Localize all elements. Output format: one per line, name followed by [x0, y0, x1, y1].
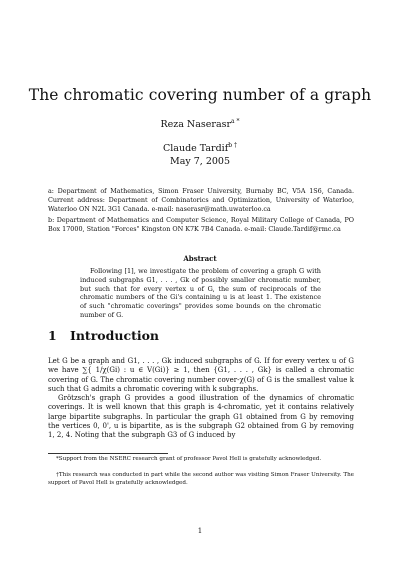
- footnote-2: †This research was conducted in part while the second author was visiting Simon Fraser University. The support of Pavol Hell is gratefully acknowledged.: [48, 472, 354, 486]
- section-title: Introduction: [70, 328, 160, 343]
- affiliation-b: b: Department of Mathematics and Computer Science, Royal Military College of Canada, PO Box 17000, Station "Forces" Kingston ON K7K 7B4 Canada. e-mail: Claude.Tardif@rmc.ca: [48, 216, 354, 233]
- paper-title: The chromatic covering number of a graph: [28, 86, 372, 104]
- abstract-text: Following [1], we investigate the problem of covering a graph G with induced subgraphs G1, . . . , Gk of possibly smaller chromatic number, but such that for every vertex u of G, the sum of reciprocals of the chromatic numbers of the Gi's containing u is at least 1. The existence of such "chromatic coverings" provides some bounds on the chromatic number of G.: [80, 267, 321, 319]
- footnote-rule: [48, 453, 168, 454]
- author-2: [0, 142, 400, 154]
- section-heading: [48, 328, 159, 343]
- author-2-name: Claude Tardif: [162, 143, 229, 155]
- intro-paragraph-2: Grötzsch's graph G provides a good illustration of the dynamics of chromatic coverings. It is well known that this graph is 4-chromatic, yet it contains relatively large bipartite subgraphs. In particular the graph G1 obtained from G by removing the vertices 0, 0', u is bipartite, as is the subgraph G2 obtained from G by removing 1, 2, 4. Noting that the subgraph G3 of G induced by: [48, 394, 354, 440]
- author-1: [0, 118, 400, 130]
- footnote-1: *Support from the NSERC research grant of professor Pavol Hell is gratefully acknowledged.: [56, 456, 322, 462]
- author-2-marks: b †: [228, 142, 237, 149]
- intro-paragraph-1: Let G be a graph and G1, . . . , Gk induced subgraphs of G. If for every vertex u of G we have ∑{ 1/χ(Gi) : u ∈ V(Gi)} ≥ 1, then {G1, . . . , Gk} is called a chromatic covering of G. The chromatic covering number cover-χ(G) of G is the smallest value k such that G admits a chromatic covering with k subgraphs.: [48, 357, 354, 393]
- page-number: 1: [197, 527, 203, 535]
- paper-date: May 7, 2005: [169, 156, 231, 167]
- section-number: 1: [48, 328, 57, 343]
- author-1-name: Reza Naserasr: [160, 119, 232, 131]
- author-1-marks: a *: [231, 118, 240, 125]
- abstract-heading: Abstract: [183, 254, 217, 263]
- affiliation-a: a: Department of Mathematics, Simon Fraser University, Burnaby BC, V5A 1S6, Canada. Current address: Department of Combinatorics and Optimization, University of Waterloo, Waterloo ON N2L 3G1 Canada. e-mail: naserasr@math.uwaterloo.ca: [48, 187, 354, 213]
